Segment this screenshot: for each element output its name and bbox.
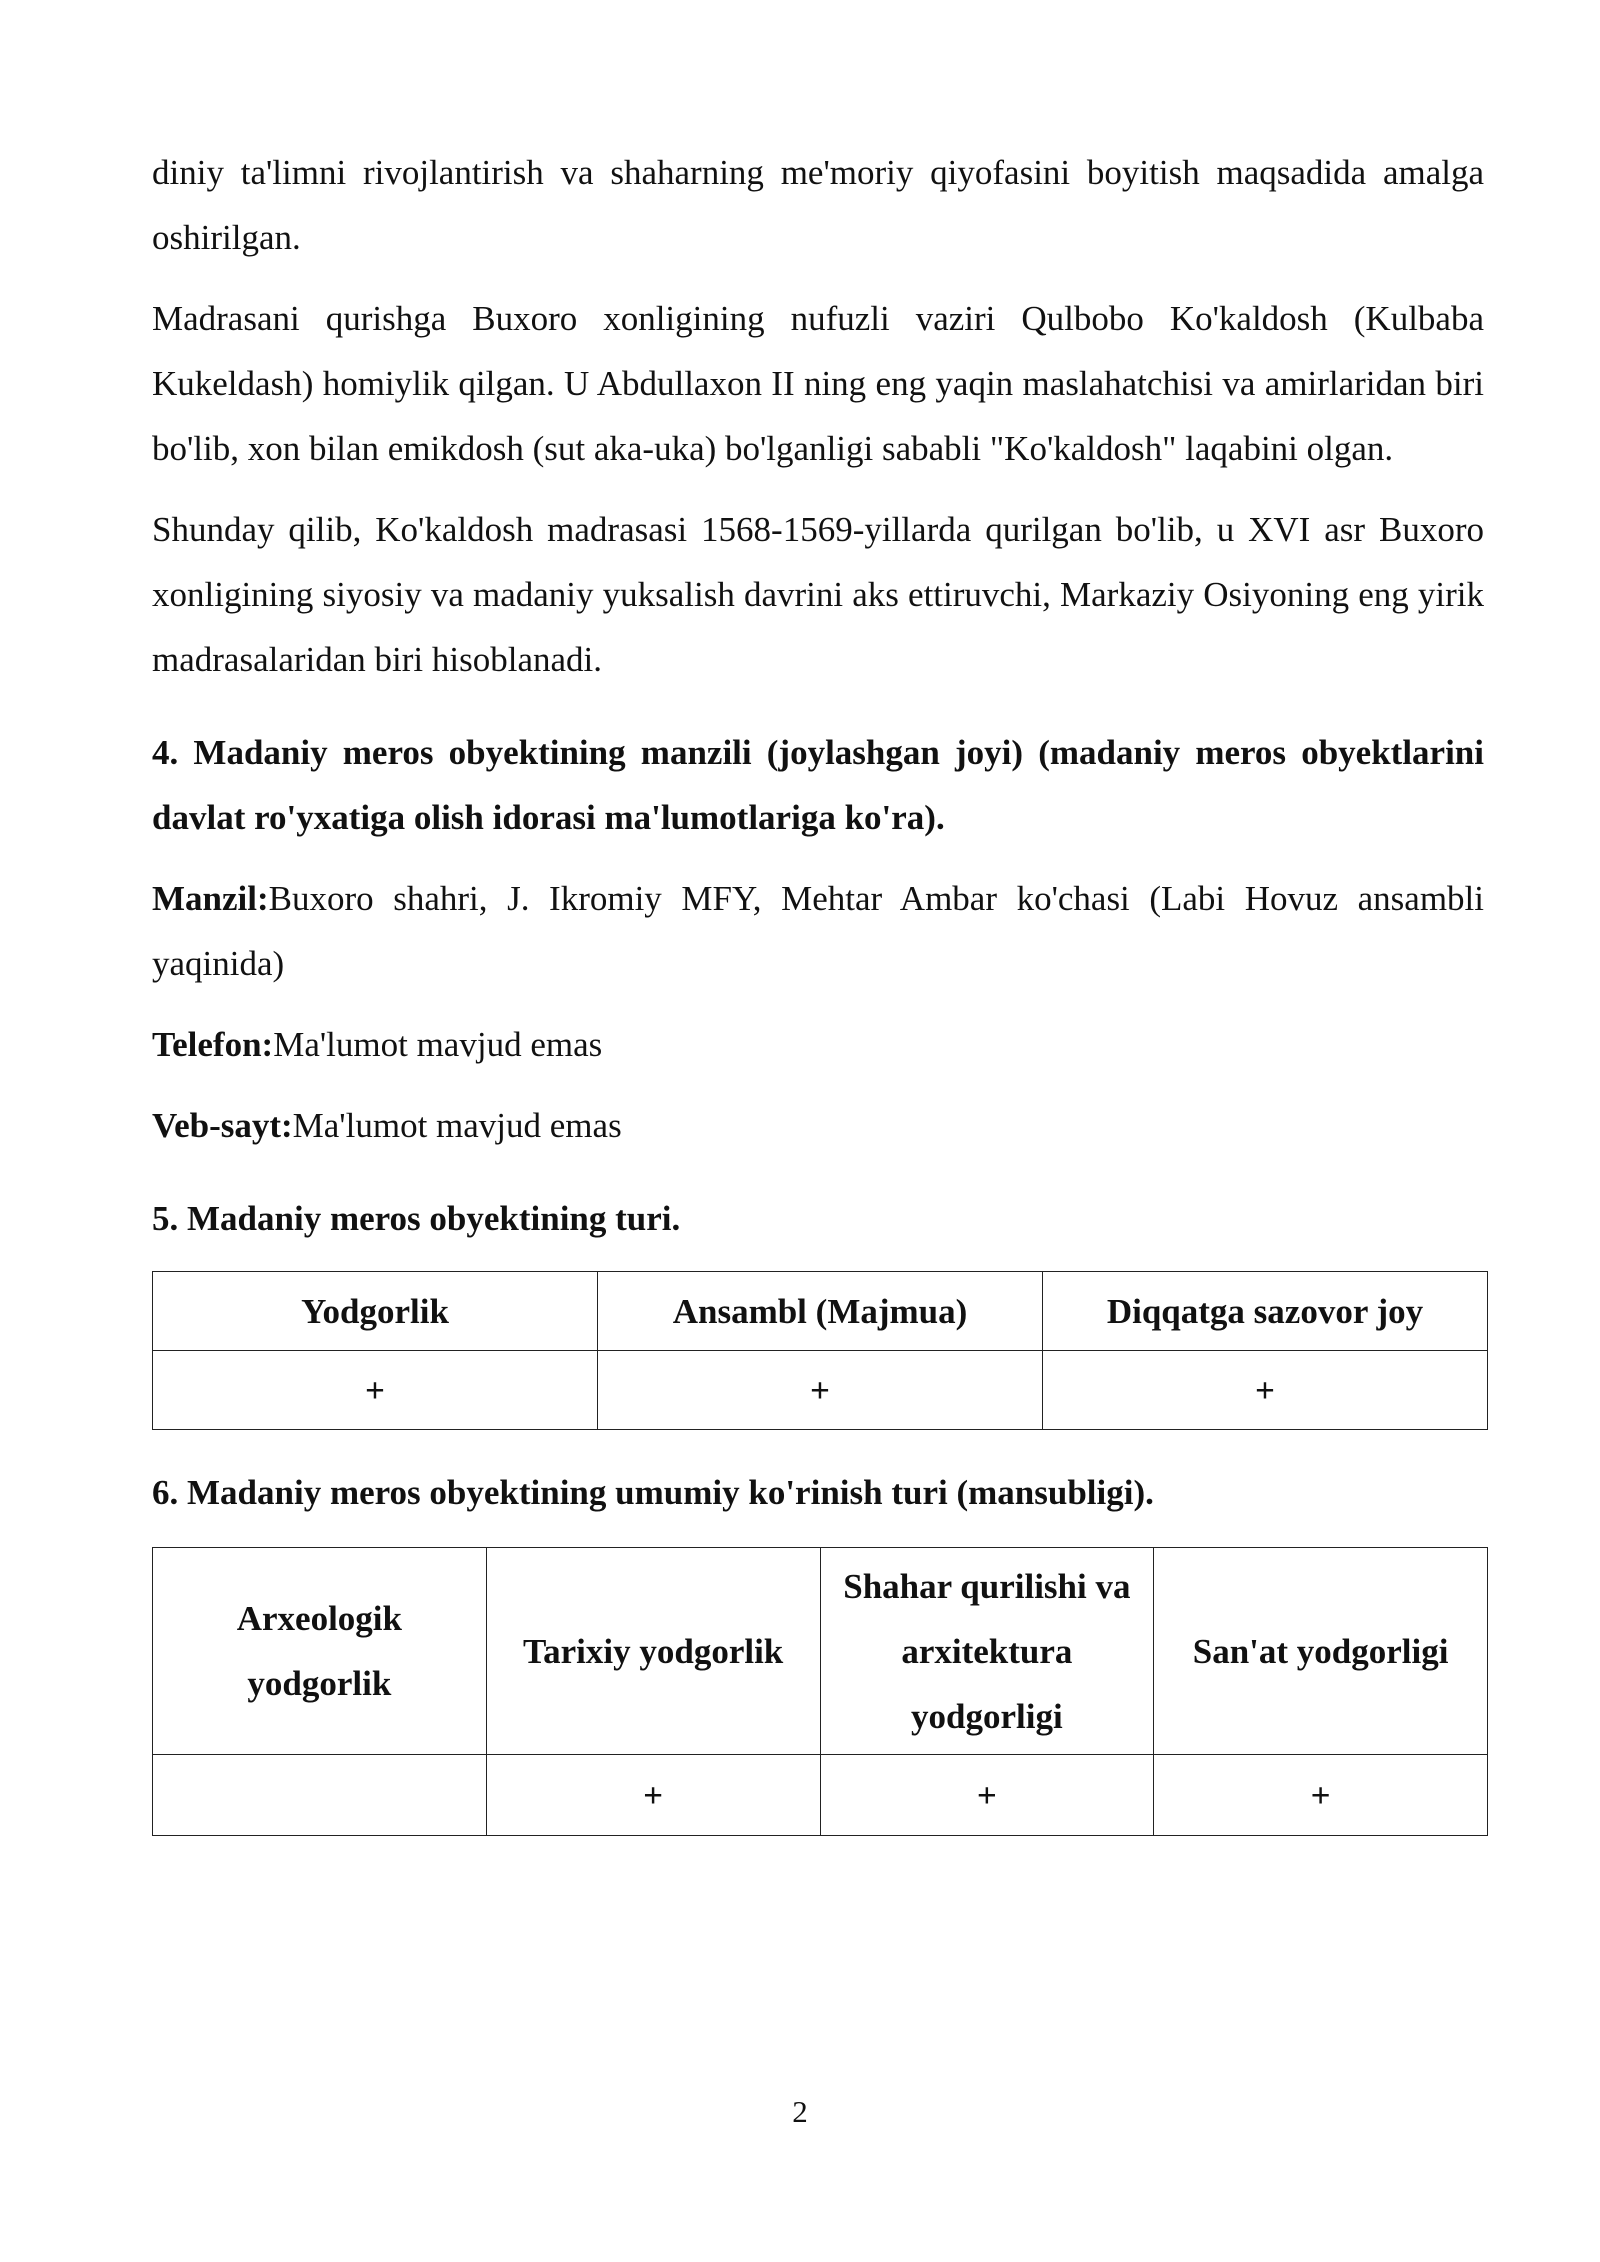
page-number: 2: [792, 2094, 808, 2129]
paragraph-intro-end: diniy ta'limni rivojlantirish va shaharning me'moriy qiyofasini boyitish maqsadida amalga oshirilgan.: [152, 153, 1484, 257]
table-row: [153, 1755, 1488, 1836]
table-cell: +: [486, 1755, 820, 1836]
table-header-cell: Arxeologik yodgorlik: [153, 1548, 487, 1755]
table-header-row: [153, 1548, 1488, 1755]
table-cell: +: [1154, 1755, 1488, 1836]
table-cell: [153, 1755, 487, 1836]
paragraph-patron: Madrasani qurishga Buxoro xonligining nufuzli vaziri Qulbobo Ko'kaldosh (Kulbaba Kukeldash) homiylik qilgan. U Abdullaxon II ning eng yaqin maslahatchisi va amirlaridan biri bo'lib, xon bilan emikdosh (sut aka-uka) bo'lganligi sababli "Ko'kaldosh" laqabini olgan.: [152, 299, 1484, 468]
table-cell: +: [1043, 1351, 1488, 1430]
section-4-heading: 4. Madaniy meros obyektining manzili (joylashgan joyi) (madaniy meros obyektlarini davlat ro'yxatiga olish idorasi ma'lumotlariga ko'ra).: [152, 733, 1484, 837]
table-cell: +: [153, 1351, 598, 1430]
table-header-cell: Diqqatga sazovor joy: [1043, 1272, 1488, 1351]
address-label: Manzil:: [152, 879, 269, 918]
table-header-cell: San'at yodgorligi: [1154, 1548, 1488, 1755]
website-line: [152, 1093, 1484, 1158]
table-cell: +: [598, 1351, 1043, 1430]
table-header-cell: Ansambl (Majmua): [598, 1272, 1043, 1351]
object-category-table: [152, 1547, 1488, 1836]
website-value: Ma'lumot mavjud emas: [292, 1106, 622, 1145]
address-value: Buxoro shahri, J. Ikromiy MFY, Mehtar Ambar ko'chasi (Labi Hovuz ansambli yaqinida): [152, 879, 1484, 983]
object-type-table: [152, 1271, 1488, 1430]
website-label: Veb-sayt:: [152, 1106, 293, 1145]
table-header-cell: Shahar qurilishi va arxitektura yodgorligi: [820, 1548, 1154, 1755]
phone-value: Ma'lumot mavjud emas: [273, 1025, 603, 1064]
phone-label: Telefon:: [152, 1025, 274, 1064]
phone-line: [152, 1012, 1484, 1077]
document-page: [152, 140, 1484, 1836]
address-line: [152, 866, 1484, 996]
paragraph-summary: Shunday qilib, Ko'kaldosh madrasasi 1568-1569-yillarda qurilgan bo'lib, u XVI asr Buxoro xonligining siyosiy va madaniy yuksalish davrini aks ettiruvchi, Markaziy Osiyoning eng yirik madrasalaridan biri hisoblanadi.: [152, 510, 1484, 679]
table-header-cell: Yodgorlik: [153, 1272, 598, 1351]
table-cell: +: [820, 1755, 1154, 1836]
section-5-heading: 5. Madaniy meros obyektining turi.: [152, 1199, 681, 1238]
section-6-heading: 6. Madaniy meros obyektining umumiy ko'rinish turi (mansubligi).: [152, 1473, 1154, 1512]
table-header-cell: Tarixiy yodgorlik: [486, 1548, 820, 1755]
table-row: [153, 1351, 1488, 1430]
table-header-row: [153, 1272, 1488, 1351]
